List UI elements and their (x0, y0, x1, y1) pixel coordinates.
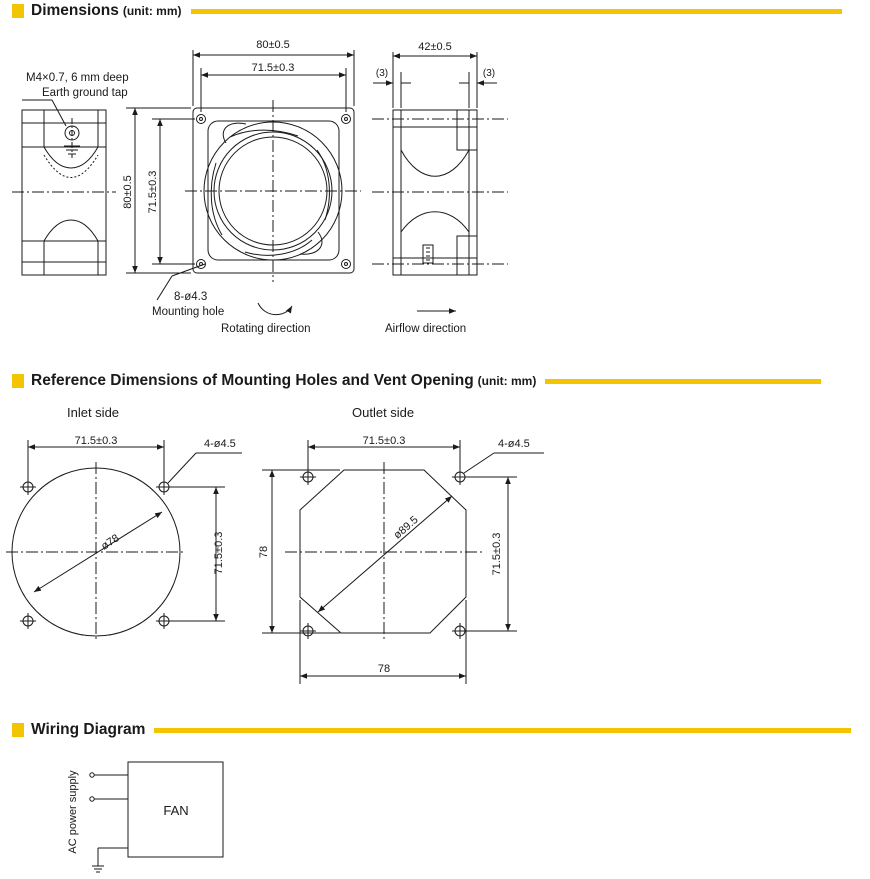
rotating-direction-arrow (258, 303, 292, 315)
section-unit: (unit: mm) (122, 4, 182, 18)
dim-height-pitch: 71.5±0.3 (147, 170, 159, 214)
dim-width-pitch: 71.5±0.3 (251, 62, 295, 74)
airflow-direction-label: Airflow direction (385, 323, 467, 335)
hole-leader-line (172, 264, 205, 276)
outlet-side-title: Outlet side (352, 405, 415, 420)
fan-front-view (185, 100, 361, 282)
tap-name-label: Earth ground tap (42, 87, 128, 99)
outlet-hole-leader (464, 453, 494, 473)
inlet-side-title: Inlet side (67, 405, 120, 420)
outlet-width: 78 (377, 663, 391, 675)
outlet-height: 78 (258, 545, 270, 559)
dim-flange-right: (3) (482, 68, 496, 79)
fan-side-view-right (372, 110, 508, 275)
outlet-pitch-h: 71.5±0.3 (362, 435, 406, 447)
outlet-pitch-v: 71.5±0.3 (491, 532, 503, 576)
section-unit: (unit: mm) (477, 374, 537, 388)
dim-width-outer: 80±0.5 (256, 39, 290, 51)
inlet-hole-spec: 4-ø4.5 (204, 438, 236, 450)
inlet-side-drawing (6, 462, 186, 642)
tap-spec-label: M4×0.7, 6 mm deep (26, 72, 129, 84)
hole-spec-label: 8-ø4.3 (174, 291, 208, 303)
inlet-hole-leader (168, 453, 196, 483)
outlet-diameter: ø89.5 (391, 513, 421, 542)
tap-leader-line (52, 100, 66, 126)
ac-supply-label: AC power supply (67, 770, 79, 854)
section-title: Dimensions (31, 2, 119, 19)
terminal-icon (90, 797, 94, 801)
outlet-hole-spec: 4-ø4.5 (498, 438, 530, 450)
hole-name-label: Mounting hole (152, 306, 225, 318)
section-title: Wiring Diagram (31, 721, 146, 738)
rotating-direction-label: Rotating direction (221, 323, 311, 335)
inlet-diameter: ø78 (99, 532, 122, 553)
terminal-icon (90, 773, 94, 777)
dim-height-outer: 80±0.5 (122, 175, 134, 209)
inlet-pitch-v: 71.5±0.3 (213, 531, 225, 575)
dim-depth: 42±0.5 (418, 41, 452, 53)
dim-flange-left: (3) (375, 68, 389, 79)
fan-label: FAN (163, 803, 189, 818)
section-title: Reference Dimensions of Mounting Holes and Vent Opening (31, 372, 474, 389)
outlet-side-drawing (285, 462, 482, 642)
fan-side-view-left (12, 110, 116, 275)
inlet-pitch-h: 71.5±0.3 (74, 435, 118, 447)
wiring-diagram (90, 762, 223, 872)
